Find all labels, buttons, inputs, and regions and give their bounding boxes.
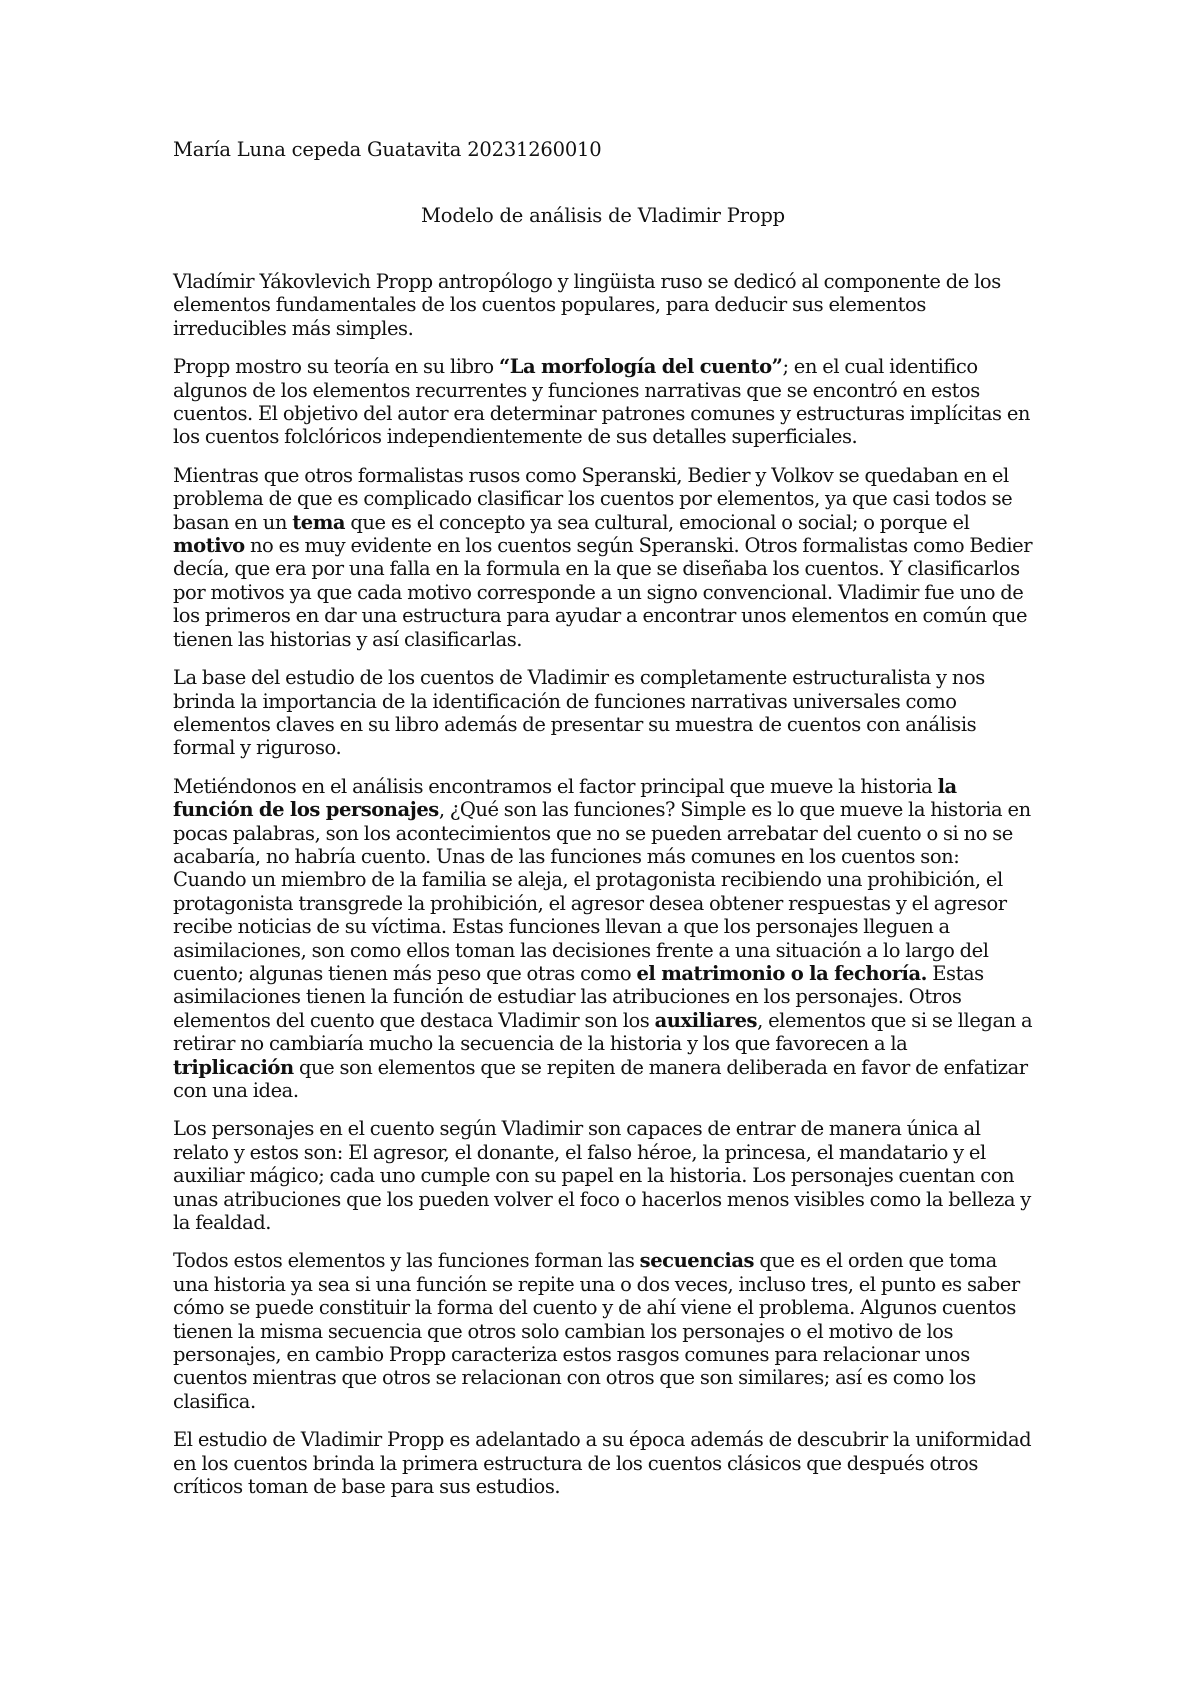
paragraph-text: no es muy evidente en los cuentos según Speranski. Otros formalistas como Bedier decía, que era por una falla en la formula en la que se diseñaba los cuentos. Y clasificarlos por motivos ya que cada motivo corresponde a un signo convencional. Vladimir fue uno de los primeros en dar una estructura para ayudar a encontrar unos elementos en común que tienen las historias y así clasificarlas. — [173, 534, 1033, 651]
bold-term: tema — [292, 510, 346, 534]
bold-term: motivo — [173, 534, 245, 558]
paragraph-text: que es el concepto ya sea cultural, emocional o social; o porque el — [345, 510, 970, 534]
bold-term: la función de los personajes — [173, 774, 957, 822]
document-title: Modelo de análisis de Vladimir Propp — [421, 204, 785, 227]
body-paragraph — [173, 1117, 1033, 1234]
bold-term: el matrimonio o la fechoría. — [636, 961, 928, 985]
paragraph-text: Propp mostro su teoría en su libro — [173, 355, 499, 379]
paragraph-text: Vladímir Yákovlevich Propp antropólogo y lingüista ruso se dedicó al componente de los elementos fundamentales de los cuentos populares, para deducir sus elementos irreducibles más simples. — [173, 270, 1001, 340]
paragraph-text: Todos estos elementos y las funciones forman las — [173, 1249, 640, 1273]
document-body — [173, 270, 1033, 1499]
paragraph-text: que son elementos que se repiten de manera deliberada en favor de enfatizar con una idea. — [173, 1055, 1028, 1102]
body-paragraph — [173, 1249, 1033, 1413]
bold-term: “La morfología del cuento” — [498, 355, 783, 379]
paragraph-text: La base del estudio de los cuentos de Vladimir es completamente estructuralista y nos brinda la importancia de la identificación de funciones narrativas universales como elementos claves en su libro además de presentar su muestra de cuentos con análisis formal y riguroso. — [173, 666, 985, 760]
document-page — [173, 138, 1033, 1514]
body-paragraph — [173, 1428, 1033, 1498]
paragraph-text: El estudio de Vladimir Propp es adelantado a su época además de descubrir la uniformidad en los cuentos brinda la primera estructura de los cuentos clásicos que después otros críticos toman de base para sus estudios. — [173, 1428, 1032, 1499]
body-paragraph — [173, 666, 1033, 760]
paragraph-text: ; en el cual identifico algunos de los elementos recurrentes y funciones narrativas que se encontró en estos cuentos. El objetivo del autor era determinar patrones comunes y estructuras implícitas en los cuentos folclóricos independientemente de sus detalles superficiales. — [173, 355, 1031, 449]
body-paragraph — [173, 464, 1033, 651]
paragraph-text: , elementos que si se llegan a retirar no cambiaría mucho la secuencia de la historia y los que favorecen a la — [173, 1008, 1033, 1056]
body-paragraph — [173, 775, 1033, 1103]
paragraph-text: Los personajes en el cuento según Vladimir son capaces de entrar de manera única al relato y estos son: El agresor, el donante, el falso héroe, la princesa, el mandatario y el auxiliar mágico; cada uno cumple con su papel en la historia. Los personajes cuentan con unas atribuciones que los pueden volver el foco o hacerlos menos visibles como la belleza y la fealdad. — [173, 1117, 1031, 1235]
author-line: María Luna cepeda Guatavita 20231260010 — [173, 138, 602, 161]
paragraph-text: , ¿Qué son las funciones? Simple es lo que mueve la historia en pocas palabras, son los acontecimientos que no se pueden arrebatar del cuento o si no se acabaría, no habría cuento. Unas de las funciones más comunes en los cuentos son: Cuando un miembro de la familia se aleja, el protagonista recibiendo una prohibición, el protagonista transgrede la prohibición, el agresor desea obtener respuestas y el agresor recibe noticias de su víctima. Estas funciones llevan a que los personajes lleguen a asimilaciones, son como ellos toman las decisiones frente a una situación a lo largo del cuento; algunas tienen más peso que otras como — [173, 798, 1031, 985]
body-paragraph — [173, 270, 1033, 340]
paragraph-text: Estas asimilaciones tienen la función de estudiar las atribuciones en los personajes. Otros elementos del cuento que destaca Vladimir son los — [173, 961, 984, 1032]
bold-term: auxiliares — [654, 1008, 758, 1032]
paragraph-text: que es el orden que toma una historia ya sea si una función se repite una o dos veces, incluso tres, el punto es saber cómo se puede constituir la forma del cuento y de ahí viene el problema. Algunos cuentos tienen la misma secuencia que otros solo cambian los personajes o el motivo de los personajes, en cambio Propp caracteriza estos rasgos comunes para relacionar unos cuentos mientras que otros se relacionan con otros que son similares; así es como los clasifica. — [173, 1249, 1020, 1413]
paragraph-text: Mientras que otros formalistas rusos como Speranski, Bedier y Volkov se quedaban en el problema de que es complicado clasificar los cuentos por elementos, ya que casi todos se basan en un — [173, 463, 1013, 534]
bold-term: triplicación — [173, 1055, 294, 1079]
paragraph-text: Metiéndonos en el análisis encontramos el factor principal que mueve la historia — [173, 774, 938, 798]
bold-term: secuencias — [639, 1249, 755, 1273]
body-paragraph — [173, 355, 1033, 449]
